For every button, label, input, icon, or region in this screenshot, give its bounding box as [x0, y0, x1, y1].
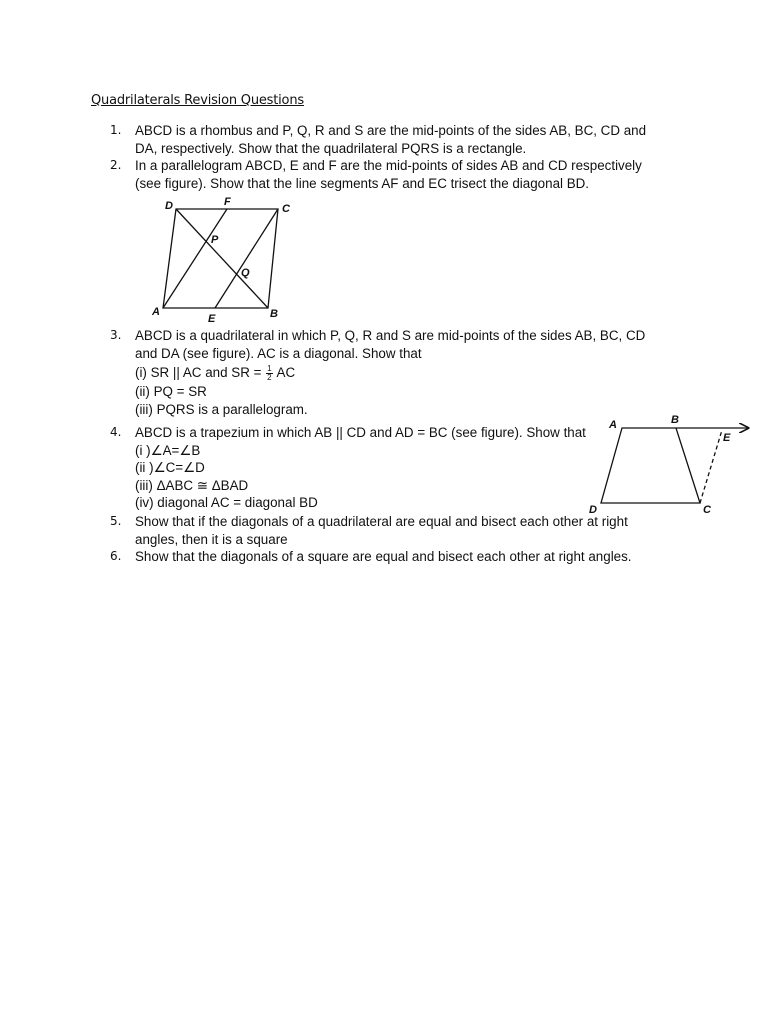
- fraction-one-half: [266, 365, 272, 382]
- label-b: B: [671, 414, 679, 426]
- part-text: (i) SR || AC and SR =: [135, 365, 266, 381]
- question-line: DA, respectively. Show that the quadrilateral PQRS is a rectangle.: [135, 140, 527, 156]
- parallelogram-outline: [163, 209, 278, 308]
- question-number: 5.: [110, 514, 122, 528]
- question-part: (ii )∠C=∠D: [135, 460, 205, 476]
- question-part-1: [135, 362, 645, 383]
- question-line: ABCD is a quadrilateral in which P, Q, R and S are mid-points of the sides AB, BC, CD: [135, 328, 646, 343]
- question-part: (i )∠A=∠B: [135, 442, 201, 458]
- label-b: B: [270, 308, 278, 320]
- part-text: AC: [273, 365, 296, 381]
- question-line: ABCD is a trapezium in which AB || CD and AD = BC (see figure). Show that: [135, 425, 586, 440]
- question-text: [135, 157, 642, 192]
- label-f: F: [224, 196, 231, 208]
- question-line: ABCD is a rhombus and P, Q, R and S are the mid-points of the sides AB, BC, CD and: [135, 123, 647, 138]
- question-part-2: (ii) PQ = SR: [135, 384, 207, 400]
- question-number: 1.: [110, 123, 122, 137]
- question-number: 4.: [110, 425, 122, 439]
- segment-af: [163, 209, 227, 308]
- question-line: Show that if the diagonals of a quadrilateral are equal and bisect each other at right: [135, 514, 628, 529]
- parallelogram-figure: [148, 194, 298, 324]
- label-a: A: [609, 419, 617, 431]
- dashed-line-ce: [700, 430, 722, 503]
- question-text: [135, 548, 632, 566]
- diagonal-bd: [176, 209, 268, 308]
- label-e: E: [208, 313, 216, 324]
- trapezium-figure: [585, 408, 760, 520]
- label-e: E: [723, 432, 731, 444]
- question-line: (see figure). Show that the line segments AF and EC trisect the diagonal BD.: [135, 175, 590, 191]
- label-d: D: [589, 504, 597, 516]
- segment-ec: [215, 209, 278, 308]
- question-part: (iv) diagonal AC = diagonal BD: [135, 495, 318, 511]
- label-c: C: [282, 203, 290, 215]
- question-line: angles, then it is a square: [135, 531, 288, 547]
- question-number: 2.: [110, 158, 122, 172]
- label-a: A: [152, 306, 160, 318]
- question-line: and DA (see figure). AC is a diagonal. Show that: [135, 345, 422, 361]
- label-d: D: [165, 200, 173, 212]
- label-q: Q: [241, 267, 250, 279]
- question-text: [135, 424, 586, 512]
- question-text: [135, 327, 645, 418]
- question-text: [135, 513, 628, 548]
- question-part: (iii) ΔABC ≅ ΔBAD: [135, 477, 249, 493]
- label-c: C: [703, 504, 711, 516]
- fraction-numerator: 1: [267, 364, 272, 374]
- trapezium-outline: [601, 428, 700, 503]
- question-line: Show that the diagonals of a square are equal and bisect each other at right angles.: [135, 549, 632, 564]
- question-line: In a parallelogram ABCD, E and F are the mid-points of sides AB and CD respectively: [135, 158, 642, 173]
- fraction-denominator: 2: [267, 373, 272, 383]
- question-number: 3.: [110, 328, 122, 342]
- page-title: Quadrilaterals Revision Questions: [91, 93, 304, 108]
- label-p: P: [211, 234, 219, 246]
- question-part-3: (iii) PQRS is a parallelogram.: [135, 401, 308, 417]
- question-text: [135, 122, 646, 157]
- question-number: 6.: [110, 549, 122, 563]
